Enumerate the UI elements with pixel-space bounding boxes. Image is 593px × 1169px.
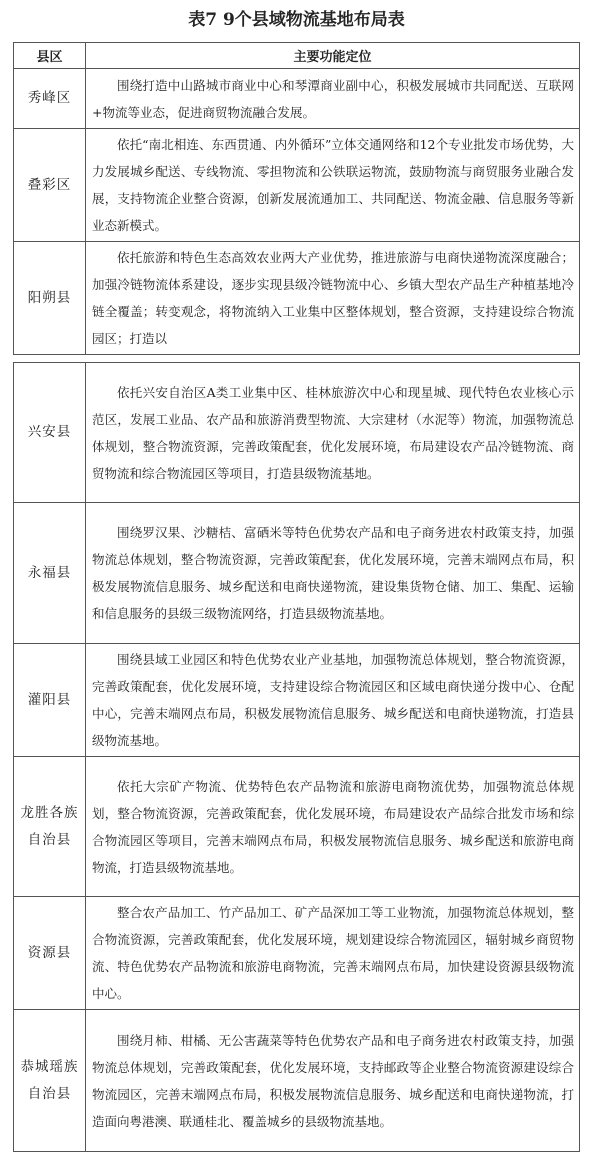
county-description: 整合农产品加工、竹产品加工、矿产品深加工等工业物流，加强物流总体规划，整合物流资源，完善政策配套，优化发展环境，规划建设综合物流园区，辐射城乡商贸物流、特色优势农产品物流和旅游电商物流，完善末端网点布局，加快建设资源县级物流中心。 <box>86 897 580 1010</box>
county-description: 依托“南北相连、东西贯通、内外循环”立体交通网络和12个专业批发市场优势，大力发展城乡配送、专线物流、零担物流和公铁联运物流，鼓励物流与商贸服务业融合发展，支持物流企业整合资源，创新发展流通加工、共同配送、物流金融、信息服务等新业态新模式。 <box>86 129 580 242</box>
table-row <box>14 242 580 355</box>
county-description: 围绕罗汉果、沙糖桔、富硒米等特色优势农产品和电子商务进农村政策支持，加强物流总体规划，整合物流资源，完善政策配套，优化发展环境，完善末端网点布局，积极发展物流信息服务、城乡配送和电商快递物流，建设集货物仓储、加工、集配、运输和信息服务的县级三级物流网络，打造县级物流基地。 <box>86 503 580 644</box>
county-name: 秀峰区 <box>14 69 86 129</box>
logistics-table-part-2 <box>13 362 580 1152</box>
county-name: 永福县 <box>14 503 86 644</box>
table-row <box>14 1010 580 1152</box>
county-name: 兴安县 <box>14 363 86 503</box>
county-name: 龙胜各族自治县 <box>14 757 86 897</box>
county-name: 阳朔县 <box>14 242 86 355</box>
county-description: 围绕月柿、柑橘、无公害蔬菜等特色优势农产品和电子商务进农村政策支持，加强物流总体规划，完善政策配套，优化发展环境，支持邮政等企业整合物流资源建设综合物流园区，完善末端网点布局，积极发展物流信息服务、城乡配送和电商快递物流，打造面向粤港澳、联通桂北、覆盖城乡的县级物流基地。 <box>86 1010 580 1152</box>
county-description: 围绕县域工业园区和特色优势农业产业基地，加强物流总体规划，整合物流资源，完善政策配套，优化发展环境，支持建设综合物流园区和区域电商快递分拨中心、仓配中心，完善末端网点布局，积极发展物流信息服务、城乡配送和电商快递物流，打造县级物流基地。 <box>86 644 580 757</box>
header-county: 县区 <box>14 43 86 69</box>
county-description: 围绕打造中山路城市商业中心和琴潭商业副中心，积极发展城市共同配送、互联网+物流等业态，促进商贸物流融合发展。 <box>86 69 580 129</box>
logistics-table-part-1 <box>13 42 580 355</box>
table-row <box>14 69 580 129</box>
table-header-row <box>14 43 580 69</box>
table-row <box>14 897 580 1010</box>
table-row <box>14 363 580 503</box>
county-description: 依托兴安自治区A类工业集中区、桂林旅游次中心和现星城、现代特色农业核心示范区，发展工业品、农产品和旅游消费型物流、大宗建材（水泥等）物流，加强物流总体规划，整合物流资源，完善政策配套，优化发展环境，布局建设农产品冷链物流、商贸物流和综合物流园区等项目，打造县级物流基地。 <box>86 363 580 503</box>
table-title: 表7 9个县域物流基地布局表 <box>188 10 405 30</box>
county-name: 灌阳县 <box>14 644 86 757</box>
table-row <box>14 503 580 644</box>
table-row <box>14 757 580 897</box>
header-function: 主要功能定位 <box>86 43 580 69</box>
county-name: 恭城瑶族自治县 <box>14 1010 86 1152</box>
table-row <box>14 129 580 242</box>
county-description: 依托大宗矿产物流、优势特色农产品物流和旅游电商物流优势，加强物流总体规划，整合物流资源，完善政策配套，优化发展环境，布局建设农产品综合批发市场和综合物流园区等项目，完善末端网点布局，积极发展物流信息服务、城乡配送和旅游电商物流，打造县级物流基地。 <box>86 757 580 897</box>
table-row <box>14 644 580 757</box>
county-description: 依托旅游和特色生态高效农业两大产业优势，推进旅游与电商快递物流深度融合；加强冷链物流体系建设，逐步实现县级冷链物流中心、乡镇大型农产品生产种植基地冷链全覆盖；转变观念，将物流纳入工业集中区整体规划，整合资源，支持建设综合物流园区；打造以 <box>86 242 580 355</box>
county-name: 叠彩区 <box>14 129 86 242</box>
county-name: 资源县 <box>14 897 86 1010</box>
